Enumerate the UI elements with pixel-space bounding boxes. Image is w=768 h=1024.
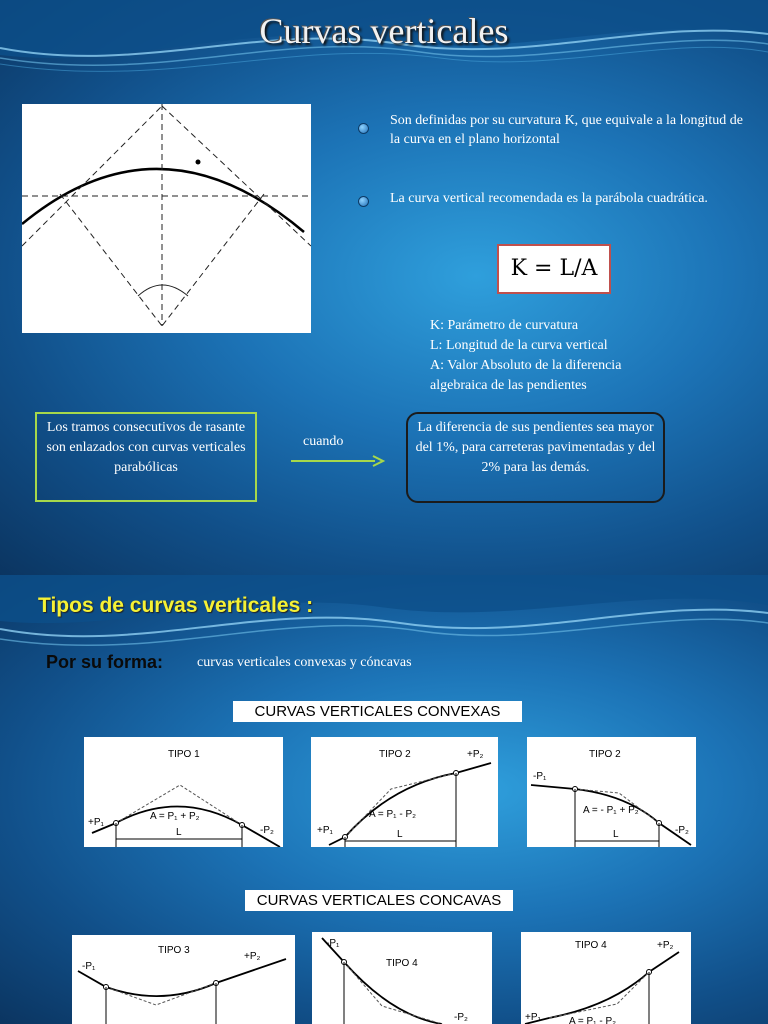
slope-left: -P₁ — [326, 938, 340, 949]
convex-card-tipo-1 — [84, 737, 283, 847]
slope-right: +P₂ — [657, 940, 674, 951]
tipo-label: TIPO 4 — [386, 958, 418, 969]
formula-a: A = - P₁ + P₂ — [583, 805, 639, 816]
convex-card-tipo-2 — [311, 737, 498, 847]
length-label: L — [397, 829, 403, 840]
convex-header: CURVAS VERTICALES CONVEXAS — [233, 701, 522, 722]
bullet-text-curvature: Son definidas por su curvatura K, que equivale a la longitud de la curva en el plano horizontal — [390, 113, 744, 147]
tipo-label: TIPO 2 — [589, 749, 621, 760]
tipo-label: TIPO 4 — [575, 940, 607, 951]
formula-a: A = P₁ + P₂ — [150, 811, 200, 822]
condition-box-left: Los tramos consecutivos de rasante son enlazados con curvas verticales parabólicas — [35, 412, 257, 502]
slide-title: Tipos de curvas verticales : — [38, 594, 314, 617]
length-label: L — [176, 827, 182, 838]
bullet-icon — [358, 123, 369, 134]
bullet-text-parabola: La curva vertical recomendada es la parábola cuadrática. — [390, 191, 708, 206]
slope-right: -P₂ — [454, 1012, 468, 1023]
formula-a: A = P₁ - P₂ — [369, 809, 416, 820]
concave-card-tipo-4b — [521, 932, 691, 1024]
slope-left: +P₁ — [525, 1012, 541, 1023]
concave-header: CURVAS VERTICALES CONCAVAS — [245, 890, 513, 911]
definition-l: L: Longitud de la curva vertical — [430, 338, 608, 353]
definition-a-cont: algebraica de las pendientes — [430, 378, 587, 393]
arrow-right-icon — [291, 454, 385, 468]
definition-k: K: Parámetro de curvatura — [430, 318, 579, 333]
concave-card-tipo-3 — [72, 935, 295, 1024]
curve-geometry-figure — [22, 104, 311, 333]
slope-right: -P₂ — [260, 825, 274, 836]
tipo-label: TIPO 2 — [379, 749, 411, 760]
length-label: L — [613, 829, 619, 840]
slope-left: +P₁ — [317, 825, 333, 836]
slide-tipos-curvas — [0, 575, 768, 1024]
bullet-icon — [358, 196, 369, 207]
slide-title: Curvas verticales — [259, 11, 509, 51]
connector-label: cuando — [303, 434, 344, 449]
condition-box-right: La diferencia de sus pendientes sea mayor del 1%, para carreteras pavimentadas y del 2% para las demás. — [406, 412, 665, 503]
slope-right: +P₂ — [244, 951, 261, 962]
definition-a: A: Valor Absoluto de la diferencia — [430, 358, 622, 373]
slope-right: -P₂ — [675, 825, 689, 836]
slope-left: -P₁ — [82, 961, 96, 972]
concave-card-tipo-4 — [312, 932, 492, 1024]
classification-text: curvas verticales convexas y cóncavas — [197, 655, 412, 670]
slope-left: -P₁ — [533, 771, 547, 782]
formula-k: K = L/A — [497, 244, 611, 294]
convex-card-tipo-2b — [527, 737, 696, 847]
slope-left: +P₁ — [88, 817, 104, 828]
tipo-label: TIPO 3 — [158, 945, 190, 956]
formula-a: A = P₁ - P₂ — [569, 1016, 616, 1024]
classification-label: Por su forma: — [46, 652, 164, 672]
slope-right: +P₂ — [467, 749, 484, 760]
tipo-label: TIPO 1 — [168, 749, 200, 760]
definitions-list — [430, 316, 730, 396]
